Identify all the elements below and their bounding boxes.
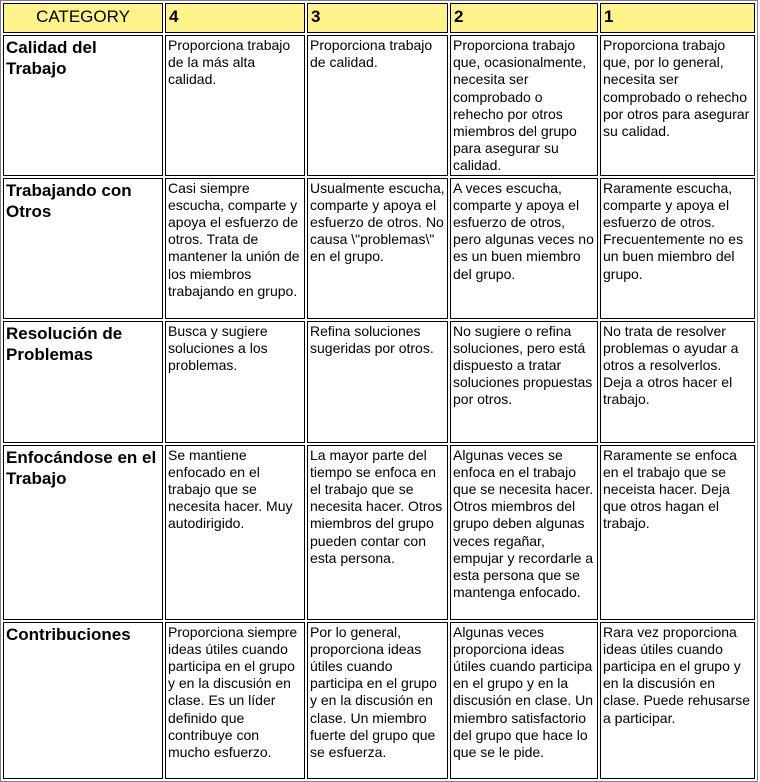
category-cell: Trabajando con Otros — [3, 178, 163, 319]
criteria-cell: Casi siempre escucha, comparte y apoya el esfuerzo de otros. Trata de mantener la unión de los miembros trabajando en grupo. — [165, 178, 305, 319]
criteria-cell: Usualmente escucha, comparte y apoya el esfuerzo de otros. No causa \"problemas\" en el grupo. — [307, 178, 448, 319]
criteria-cell: No trata de resolver problemas o ayudar a otros a resolverlos. Deja a otros hacer el trabajo. — [600, 321, 755, 443]
level-4-header: 4 — [165, 3, 305, 33]
table-row — [3, 178, 755, 319]
criteria-cell: Busca y sugiere soluciones a los problemas. — [165, 321, 305, 443]
table-row — [3, 622, 755, 779]
criteria-cell: Proporciona trabajo que, ocasionalmente, necesita ser comprobado o rehecho por otros miembros del grupo para asegurar su calidad. — [450, 35, 598, 176]
criteria-cell: Refina soluciones sugeridas por otros. — [307, 321, 448, 443]
table-row — [3, 445, 755, 620]
level-1-header: 1 — [600, 3, 755, 33]
criteria-cell: Rara vez proporciona ideas útiles cuando participa en el grupo y en la discusión en clase. Puede rehusarse a participar. — [600, 622, 755, 779]
criteria-cell: La mayor parte del tiempo se enfoca en el trabajo que se necesita hacer. Otros miembros del grupo pueden contar con esta persona. — [307, 445, 448, 620]
criteria-cell: Por lo general, proporciona ideas útiles cuando participa en el grupo y en la discusión en clase. Un miembro fuerte del grupo que se esfuerza. — [307, 622, 448, 779]
table-row — [3, 321, 755, 443]
header-row — [3, 3, 755, 33]
category-cell: Contribuciones — [3, 622, 163, 779]
category-cell: Calidad del Trabajo — [3, 35, 163, 176]
criteria-cell: Proporciona trabajo de la más alta calidad. — [165, 35, 305, 176]
criteria-cell: Raramente se enfoca en el trabajo que se neceista hacer. Deja que otros hagan el trabajo. — [600, 445, 755, 620]
criteria-cell: Algunas veces se enfoca en el trabajo que se necesita hacer. Otros miembros del grupo deben algunas veces regañar, empujar y recordarle a esta persona que se mantenga enfocado. — [450, 445, 598, 620]
criteria-cell: Raramente escucha, comparte y apoya el esfuerzo de otros. Frecuentemente no es un buen miembro del grupo. — [600, 178, 755, 319]
criteria-cell: Proporciona siempre ideas útiles cuando participa en el grupo y en la discusión en clase. Es un líder definido que contribuye con mucho esfuerzo. — [165, 622, 305, 779]
category-cell: Resolución de Problemas — [3, 321, 163, 443]
table-row — [3, 35, 755, 176]
criteria-cell: No sugiere o refina soluciones, pero está dispuesto a tratar soluciones propuestas por otros. — [450, 321, 598, 443]
criteria-cell: Algunas veces proporciona ideas útiles cuando participa en el grupo y en la discusión en clase. Un miembro satisfactorio del grupo que hace lo que se le pide. — [450, 622, 598, 779]
criteria-cell: A veces escucha, comparte y apoya el esfuerzo de otros, pero algunas veces no es un buen miembro del grupo. — [450, 178, 598, 319]
level-2-header: 2 — [450, 3, 598, 33]
criteria-cell: Proporciona trabajo de calidad. — [307, 35, 448, 176]
category-cell: Enfocándose en el Trabajo — [3, 445, 163, 620]
criteria-cell: Se mantiene enfocado en el trabajo que se necesita hacer. Muy autodirigido. — [165, 445, 305, 620]
category-header: CATEGORY — [3, 3, 163, 33]
criteria-cell: Proporciona trabajo que, por lo general, necesita ser comprobado o rehecho por otros para asegurar su calidad. — [600, 35, 755, 176]
level-3-header: 3 — [307, 3, 448, 33]
